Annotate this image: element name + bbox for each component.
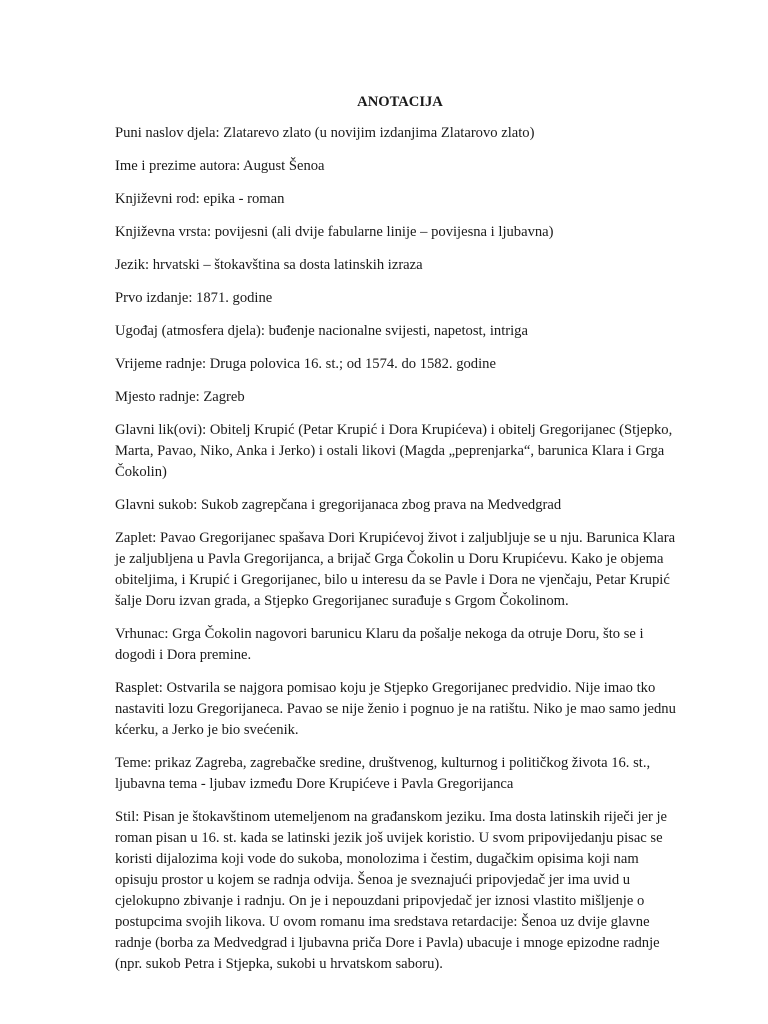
paragraph-language: Jezik: hrvatski – štokavština sa dosta latinskih izraza [115,257,423,273]
paragraph-author: Ime i prezime autora: August Šenoa [115,158,325,174]
document-body [115,92,685,987]
paragraph-literary-type: Književna vrsta: povijesni (ali dvije fabularne linije – povijesna i ljubavna) [115,224,554,240]
paragraph-themes: Teme: prikaz Zagreba, zagrebačke sredine, društvenog, kulturnog i političkog života 16. st., ljubavna tema - ljubav između Dore Krupićeve i Pavla Gregorijanca [115,755,651,792]
paragraph-place: Mjesto radnje: Zagreb [115,389,245,405]
paragraph-climax: Vrhunac: Grga Čokolin nagovori barunicu Klaru da pošalje nekoga da otruje Doru, što se i dogodi i Dora premine. [115,626,644,663]
paragraph-resolution: Rasplet: Ostvarila se najgora pomisao koju je Stjepko Gregorijanec predvidio. Nije imao tko nastaviti lozu Gregorijaneca. Pavao se nije ženio i pognuo je na ratištu. Niko je mao samo jednu kćerku, a Jerko je bio svećenik. [115,680,676,738]
paragraph-time: Vrijeme radnje: Druga polovica 16. st.; od 1574. do 1582. godine [115,356,496,372]
paragraph-full-title: Puni naslov djela: Zlatarevo zlato (u novijim izdanjima Zlatarovo zlato) [115,125,535,141]
paragraph-main-conflict: Glavni sukob: Sukob zagrepčana i gregorijanaca zbog prava na Medvedgrad [115,497,562,513]
paragraph-style: Stil: Pisan je štokavštinom utemeljenom na građanskom jeziku. Ima dosta latinskih riječi jer je roman pisan u 16. st. kada se latinski jezik još uvijek koristio. U svom pripovijedanju pisac se koristi dijalozima koji vode do sukoba, monolozima i čestim, dugačkim opisima koji nam opisuju prostor u kojem se radnja odvija. Šenoa je sveznajući pripovjedač jer ima uvid u cjelokupno zbivanje i radnju. On je i nepouzdani pripovjedač jer iznosi vlastito mišljenje o postupcima svojih likova. U ovom romanu ima sredstava retardacije: Šenoa uz dvije glavne radnje (borba za Medvedgrad i ljubavna priča Dore i Pavla) ubacuje i mnoge epizodne radnje (npr. sukob Petra i Stjepka, sukobi u hrvatskom saboru). [115,809,668,972]
paragraph-atmosphere: Ugođaj (atmosfera djela): buđenje nacionalne svijesti, napetost, intriga [115,323,528,339]
paragraph-main-characters: Glavni lik(ovi): Obitelj Krupić (Petar Krupić i Dora Krupićeva) i obitelj Gregorijanec (Stjepko, Marta, Pavao, Niko, Anka i Jerko) i ostali likovi (Magda „peprenjarka“, barunica Klara i Grga Čokolin) [115,422,673,480]
paragraph-literary-kind: Književni rod: epika - roman [115,191,285,207]
paragraph-plot: Zaplet: Pavao Gregorijanec spašava Dori Krupićevoj život i zaljubljuje se u nju. Barunica Klara je zaljubljena u Pavla Gregorijanca, a brijač Grga Čokolin u Doru Krupićevu. Kako je objema obiteljima, i Krupić i Gregorijanec, bilo u interesu da se Pavle i Dora ne vjenčaju, Petar Krupić šalje Doru izvan grada, a Stjepko Gregorijanec surađuje s Grgom Čokolinom. [115,530,676,609]
document-title: ANOTACIJA [357,94,443,110]
paragraph-first-edition: Prvo izdanje: 1871. godine [115,290,273,306]
